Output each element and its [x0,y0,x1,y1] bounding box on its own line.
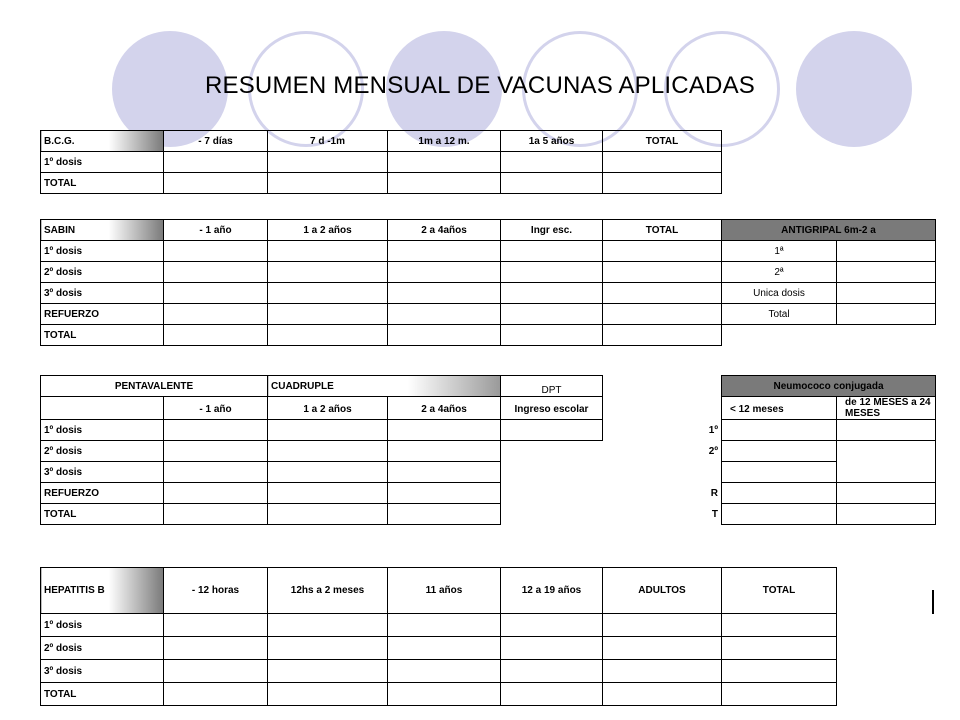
hepatitis-col-header: ADULTOS [603,568,722,614]
data-cell[interactable] [722,504,837,525]
antigripal-row-label: 1ª [722,241,837,262]
hepatitis-col-header: 11 años [388,568,501,614]
data-cell[interactable] [501,283,603,304]
data-cell[interactable] [603,614,722,637]
row-label: TOTAL [41,173,164,194]
data-cell[interactable] [164,304,268,325]
data-cell[interactable] [268,304,388,325]
data-cell[interactable] [164,173,268,194]
row-label: 2º dosis [41,637,164,660]
neumococo-row-label: 2º [708,445,718,457]
neumococo-row-label: R [710,487,718,499]
data-cell[interactable] [164,262,268,283]
data-cell[interactable] [388,462,501,483]
sabin-col-header: Ingr esc. [501,220,603,241]
table-row [41,376,936,397]
data-cell[interactable] [164,462,268,483]
data-cell[interactable] [501,637,603,660]
data-cell[interactable] [388,637,501,660]
table-row [41,568,837,614]
row-label: 1º dosis [41,241,164,262]
data-cell[interactable] [722,483,837,504]
data-cell[interactable] [501,683,603,706]
blank-area [501,441,603,462]
table-row [41,683,837,706]
data-cell[interactable] [388,173,501,194]
table-row [41,483,936,504]
blank-area [722,325,936,346]
data-cell[interactable] [722,614,837,637]
sabin-col-header: - 1 año [164,220,268,241]
sabin-col-header: 1 a 2 años [268,220,388,241]
data-cell[interactable] [164,483,268,504]
hepatitis-col-header: - 12 horas [164,568,268,614]
table-row [41,304,936,325]
table-row [41,325,936,346]
sabin-table [40,219,936,346]
data-cell[interactable] [722,441,837,462]
data-cell[interactable] [603,173,722,194]
row-label: 1º dosis [41,614,164,637]
sabin-col-header: 2 a 4años [388,220,501,241]
penta-col-header: - 1 año [164,397,268,420]
row-label: 1º dosis [41,420,164,441]
data-cell[interactable] [164,325,268,346]
penta-col-header: Ingreso escolar [501,397,603,420]
data-cell[interactable] [722,683,837,706]
neumococo-label: Neumococo conjugada [722,376,936,397]
data-cell[interactable] [268,504,388,525]
data-cell[interactable] [388,283,501,304]
pentavalente-label: PENTAVALENTE [41,376,268,397]
table-row [41,173,722,194]
data-cell[interactable] [388,152,501,173]
row-label: REFUERZO [41,304,164,325]
data-cell[interactable] [837,420,936,441]
hepatitis-col-header: TOTAL [722,568,837,614]
data-cell[interactable] [164,152,268,173]
row-label: 2º dosis [41,262,164,283]
data-cell[interactable] [603,660,722,683]
cuadruple-label: CUADRUPLE [268,376,501,397]
row-label: 3º dosis [41,660,164,683]
antigripal-row-label: 2ª [722,262,837,283]
table-row [41,420,936,441]
data-cell[interactable] [603,637,722,660]
page-title: RESUMEN MENSUAL DE VACUNAS APLICADAS [204,72,755,99]
data-cell[interactable] [388,325,501,346]
data-cell[interactable] [837,262,936,283]
data-cell[interactable] [722,637,837,660]
pentavalente-table [40,375,936,525]
row-label: TOTAL [41,325,164,346]
penta-col-header: 1 a 2 años [268,397,388,420]
data-cell[interactable] [388,441,501,462]
table-row [41,504,936,525]
data-cell[interactable] [603,241,722,262]
data-cell[interactable] [268,262,388,283]
data-cell[interactable] [268,441,388,462]
data-cell[interactable] [837,441,936,462]
data-cell[interactable] [501,325,603,346]
data-cell[interactable] [501,241,603,262]
data-cell[interactable] [837,241,936,262]
row-label: 1º dosis [41,152,164,173]
data-cell[interactable] [388,241,501,262]
data-cell[interactable] [501,152,603,173]
data-cell[interactable] [268,683,388,706]
antigripal-row-label: Unica dosis [722,283,837,304]
data-cell[interactable] [268,241,388,262]
data-cell[interactable] [603,262,722,283]
decorative-circle-6 [796,31,912,147]
data-cell[interactable] [164,683,268,706]
neumococo-col-header: < 12 meses [722,397,837,420]
data-cell[interactable] [501,304,603,325]
data-cell[interactable] [268,420,388,441]
bcg-col-header: 1a 5 años [501,131,603,152]
row-label: TOTAL [41,683,164,706]
data-cell[interactable] [603,325,722,346]
hepatitis-label: HEPATITIS B [41,568,164,614]
table-row [41,220,936,241]
bcg-col-header: 7 d -1m [268,131,388,152]
table-row [41,283,936,304]
data-cell[interactable] [268,173,388,194]
blank-area [603,462,722,483]
blank-area [603,397,722,420]
data-cell[interactable] [501,262,603,283]
table-row [41,462,936,483]
data-cell[interactable] [837,504,936,525]
table-row [41,152,722,173]
data-cell[interactable] [388,420,501,441]
data-cell[interactable] [501,420,603,441]
row-label: REFUERZO [41,483,164,504]
data-cell[interactable] [268,660,388,683]
hepatitis-col-header: 12hs a 2 meses [268,568,388,614]
blank-area [501,483,603,504]
antigripal-row-label: Total [722,304,837,325]
data-cell[interactable] [501,660,603,683]
data-cell[interactable] [501,614,603,637]
table-row [41,397,936,420]
table-row [41,614,837,637]
data-cell[interactable] [837,304,936,325]
data-cell[interactable] [603,283,722,304]
row-label: 3º dosis [41,283,164,304]
row-label: 2º dosis [41,441,164,462]
blank-area [603,376,722,397]
hepatitis-table [40,567,837,706]
data-cell[interactable] [837,462,936,483]
bcg-table [40,130,722,194]
data-cell[interactable] [268,637,388,660]
data-cell[interactable] [388,262,501,283]
neumococo-row-label: 1º [708,424,718,436]
table-row [41,441,936,462]
table-row [41,241,936,262]
vertical-divider [932,590,934,614]
sabin-col-header: TOTAL [603,220,722,241]
data-cell[interactable] [722,660,837,683]
blank-area [501,504,603,525]
bcg-label: B.C.G. [41,131,164,152]
data-cell[interactable] [388,683,501,706]
data-cell[interactable] [603,683,722,706]
data-cell[interactable] [164,614,268,637]
data-cell[interactable] [268,152,388,173]
data-cell[interactable] [388,483,501,504]
table-row [41,131,722,152]
dpt-label: DPT [501,376,603,397]
data-cell[interactable] [268,483,388,504]
data-cell[interactable] [388,504,501,525]
data-cell[interactable] [603,152,722,173]
data-cell[interactable] [164,283,268,304]
table-row [41,262,936,283]
data-cell[interactable] [722,462,837,483]
data-cell[interactable] [837,283,936,304]
data-cell[interactable] [164,504,268,525]
data-cell[interactable] [164,420,268,441]
data-cell[interactable] [388,304,501,325]
data-cell[interactable] [164,441,268,462]
data-cell[interactable] [164,637,268,660]
penta-col-header: 2 a 4años [388,397,501,420]
data-cell[interactable] [722,420,837,441]
table-row [41,637,837,660]
antigripal-label: ANTIGRIPAL 6m-2 a [722,220,936,241]
data-cell[interactable] [268,325,388,346]
blank-area [501,462,603,483]
data-cell[interactable] [501,173,603,194]
data-cell[interactable] [268,614,388,637]
data-cell[interactable] [164,241,268,262]
data-cell[interactable] [388,614,501,637]
hepatitis-col-header: 12 a 19 años [501,568,603,614]
neumococo-row-label: T [711,508,718,520]
data-cell[interactable] [41,397,164,420]
sabin-label: SABIN [41,220,164,241]
bcg-col-header: 1m a 12 m. [388,131,501,152]
row-label: 3º dosis [41,462,164,483]
bcg-col-header: - 7 días [164,131,268,152]
bcg-col-header: TOTAL [603,131,722,152]
row-label: TOTAL [41,504,164,525]
data-cell[interactable] [388,660,501,683]
data-cell[interactable] [164,660,268,683]
table-row [41,660,837,683]
data-cell[interactable] [603,304,722,325]
data-cell[interactable] [268,462,388,483]
data-cell[interactable] [837,483,936,504]
neumococo-col-header: de 12 MESES a 24 MESES [837,397,936,420]
data-cell[interactable] [268,283,388,304]
